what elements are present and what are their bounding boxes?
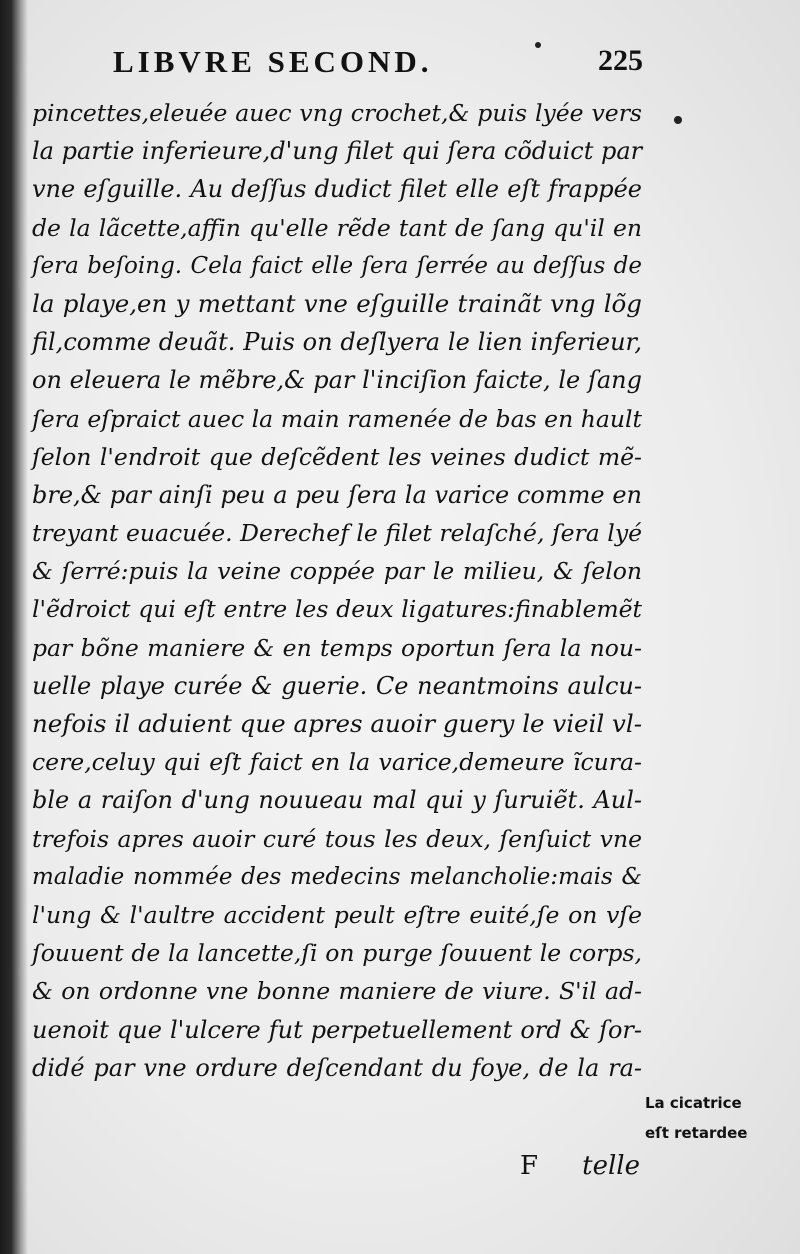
body-text [32, 94, 642, 1087]
text-line: trefois apres auoir curé tous les deux, ſenſuict vne [32, 824, 642, 853]
text-line: la playe,en y mettant vne eſguille trainãt vng lõg [32, 288, 642, 318]
marginal-note-line: eſt retardee [645, 1124, 748, 1142]
page-number: 225 [598, 44, 643, 77]
text-line: de la lãcette,affin qu'elle rẽde tant de ſang qu'il en [32, 213, 642, 242]
text-line: ſelon l'endroit que deſcẽdent les veines dudict mẽ- [32, 442, 642, 471]
ink-speck [674, 116, 682, 124]
text-line: ſouuent de la lancette,ſi on purge ſouuent le corps, [32, 939, 642, 968]
marginal-note-line: La cicatrice [645, 1094, 742, 1112]
text-line: la partie inferieure,d'ung filet qui ſera cõduict par [32, 137, 643, 166]
text-line: uelle playe curée & guerie. Ce neantmoins aulcu- [32, 671, 642, 700]
ink-speck [535, 42, 541, 48]
text-line: l'ung & l'aultre accident peult eſtre euité,ſe on vſe [32, 900, 642, 929]
text-line: & ſerré:puis la veine coppée par le milieu, & ſelon [32, 557, 642, 586]
text-line: nefois il aduient que apres auoir guery le vieil vl- [32, 709, 642, 738]
text-line: ſera beſoing. Cela faict elle ſera ſerrée au deſſus de [32, 252, 642, 279]
catch-line [520, 1147, 640, 1185]
text-line: ſera eſpraict auec la main ramenée de bas en hault [32, 404, 642, 433]
text-line: l'ẽdroict qui eſt entre les deux ligatures:finablemẽt [32, 595, 642, 624]
text-line: bre,& par ainſi peu a peu ſera la varice comme en [32, 480, 642, 509]
running-head-title: LIBVRE SECOND. [113, 44, 433, 79]
text-line: cere,celuy qui eſt faict en la varice,demeure ĩcura- [32, 748, 642, 777]
show-through-bleed [670, 105, 790, 195]
text-line: & on ordonne vne bonne maniere de viure. S'il ad- [32, 977, 642, 1006]
text-line: uenoit que l'ulcere fut perpetuellement ord & ſor- [32, 1015, 642, 1044]
text-line: fil,comme deuãt. Puis on deſlyera le lien inferieur, [32, 328, 642, 357]
text-line: didé par vne ordure deſcendant du foye, de la ra- [32, 1053, 642, 1082]
signature-mark: F [520, 1151, 539, 1181]
binding-gutter-shadow [0, 0, 28, 1254]
text-line: on eleuera le mẽbre,& par l'inciſion faicte, le ſang [32, 366, 642, 395]
running-head [113, 44, 643, 84]
text-line: ble a raiſon d'ung nouueau mal qui y ſuruiẽt. Aul- [32, 786, 642, 815]
text-line: pincettes,eleuée auec vng crochet,& puis lyée vers [32, 99, 642, 127]
marginal-note [645, 1088, 755, 1148]
catchword: telle [582, 1151, 640, 1181]
text-line: maladie nommée des medecins melancholie:mais & [32, 863, 642, 890]
text-line: par bõne maniere & en temps oportun ſera la nou- [32, 633, 642, 662]
text-line: treyant euacuée. Derechef le filet relaſché, ſera lyé [32, 519, 642, 548]
text-line: vne eſguille. Au deſſus dudict filet elle eſt frappée [32, 175, 642, 204]
